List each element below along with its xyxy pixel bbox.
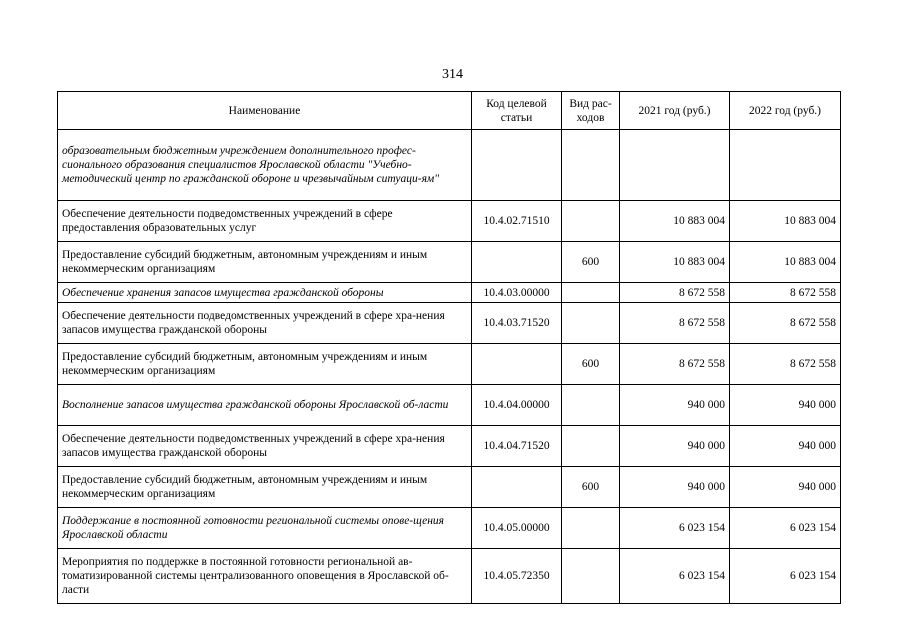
- row-2022-cell: 8 672 558: [730, 344, 841, 385]
- table-row: [58, 283, 841, 303]
- row-name-cell: Восполнение запасов имущества гражданской обороны Ярославской об-ласти: [58, 385, 472, 426]
- row-2021-cell: 940 000: [620, 426, 730, 467]
- row-2021-cell: 8 672 558: [620, 344, 730, 385]
- row-2021-cell: 8 672 558: [620, 303, 730, 344]
- table-row: [58, 508, 841, 549]
- row-name-cell: Предоставление субсидий бюджетным, автономным учреждениям и иным некоммерческим организациям: [58, 242, 472, 283]
- row-name-cell: Обеспечение деятельности подведомственных учреждений в сфере хра-нения запасов имущества гражданской обороны: [58, 426, 472, 467]
- row-2021-cell: 8 672 558: [620, 283, 730, 303]
- row-2022-cell: 8 672 558: [730, 303, 841, 344]
- row-type-cell: 600: [562, 467, 620, 508]
- row-code-cell: [472, 467, 562, 508]
- row-2021-cell: 940 000: [620, 467, 730, 508]
- table-row: [58, 385, 841, 426]
- row-2021-cell: 10 883 004: [620, 201, 730, 242]
- table-body: [58, 130, 841, 604]
- row-type-cell: [562, 130, 620, 201]
- row-type-cell: [562, 201, 620, 242]
- table-row: [58, 201, 841, 242]
- table-header-row: [58, 92, 841, 130]
- row-type-cell: [562, 426, 620, 467]
- row-type-cell: [562, 385, 620, 426]
- table-row: [58, 130, 841, 201]
- row-code-cell: 10.4.03.71520: [472, 303, 562, 344]
- row-2021-cell: [620, 130, 730, 201]
- row-2022-cell: 6 023 154: [730, 549, 841, 604]
- row-name-cell: образовательным бюджетным учреждением дополнительного профес-сионального образования специалистов Ярославской области "Учебно-методический центр по гражданской обороне и чрезвычайным ситуаци-ям": [58, 130, 472, 201]
- row-type-cell: [562, 303, 620, 344]
- budget-table: [57, 91, 841, 604]
- row-name-cell: Обеспечение деятельности подведомственных учреждений в сфере хра-нения запасов имущества гражданской обороны: [58, 303, 472, 344]
- row-2021-cell: 940 000: [620, 385, 730, 426]
- row-name-cell: Обеспечение хранения запасов имущества гражданской обороны: [58, 283, 472, 303]
- table-row: [58, 549, 841, 604]
- row-code-cell: 10.4.05.00000: [472, 508, 562, 549]
- row-type-cell: 600: [562, 242, 620, 283]
- row-code-cell: 10.4.05.72350: [472, 549, 562, 604]
- header-code: Код целевой статьи: [472, 92, 562, 130]
- table-row: [58, 242, 841, 283]
- row-2022-cell: 10 883 004: [730, 242, 841, 283]
- row-name-cell: Предоставление субсидий бюджетным, автономным учреждениям и иным некоммерческим организациям: [58, 344, 472, 385]
- row-2022-cell: 940 000: [730, 467, 841, 508]
- row-2022-cell: 6 023 154: [730, 508, 841, 549]
- table-row: [58, 344, 841, 385]
- row-name-cell: Обеспечение деятельности подведомственных учреждений в сфере предоставления образовательных услуг: [58, 201, 472, 242]
- row-name-cell: Предоставление субсидий бюджетным, автономным учреждениям и иным некоммерческим организациям: [58, 467, 472, 508]
- header-2021: 2021 год (руб.): [620, 92, 730, 130]
- row-code-cell: [472, 242, 562, 283]
- row-type-cell: 600: [562, 344, 620, 385]
- row-2021-cell: 10 883 004: [620, 242, 730, 283]
- row-2021-cell: 6 023 154: [620, 508, 730, 549]
- header-name: Наименование: [58, 92, 472, 130]
- row-code-cell: [472, 130, 562, 201]
- row-2022-cell: [730, 130, 841, 201]
- row-type-cell: [562, 549, 620, 604]
- header-2022: 2022 год (руб.): [730, 92, 841, 130]
- row-code-cell: 10.4.02.71510: [472, 201, 562, 242]
- row-code-cell: 10.4.03.00000: [472, 283, 562, 303]
- page-number: 314: [442, 67, 463, 82]
- row-code-cell: [472, 344, 562, 385]
- row-name-cell: Поддержание в постоянной готовности региональной системы опове-щения Ярославской области: [58, 508, 472, 549]
- table-row: [58, 426, 841, 467]
- table-row: [58, 467, 841, 508]
- row-type-cell: [562, 283, 620, 303]
- table-row: [58, 303, 841, 344]
- row-code-cell: 10.4.04.00000: [472, 385, 562, 426]
- row-2022-cell: 940 000: [730, 385, 841, 426]
- row-type-cell: [562, 508, 620, 549]
- row-2021-cell: 6 023 154: [620, 549, 730, 604]
- row-code-cell: 10.4.04.71520: [472, 426, 562, 467]
- row-name-cell: Мероприятия по поддержке в постоянной готовности региональной ав-томатизированной системы централизованного оповещения в Ярославской об-ласти: [58, 549, 472, 604]
- row-2022-cell: 8 672 558: [730, 283, 841, 303]
- row-2022-cell: 940 000: [730, 426, 841, 467]
- row-2022-cell: 10 883 004: [730, 201, 841, 242]
- header-type: Вид рас-ходов: [562, 92, 620, 130]
